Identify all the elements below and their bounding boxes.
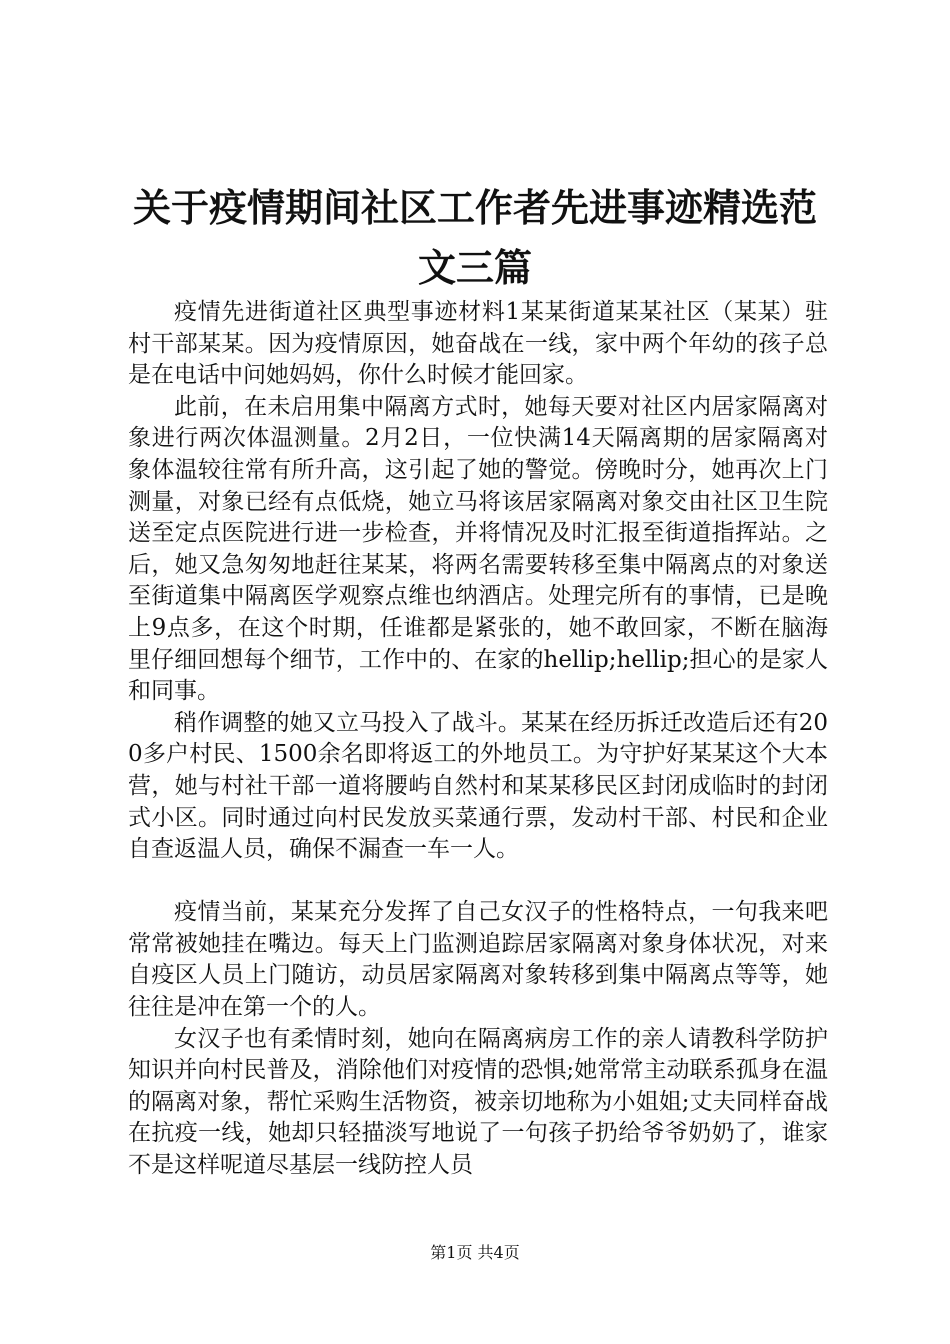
paragraph-4: 疫情当前，某某充分发挥了自己女汉子的性格特点，一句我来吧常常被她挂在嘴边。每天上门监测追踪居家隔离对象身体状况，对来自疫区人员上门随访，动员居家隔离对象转移到集中隔离点等等，她往往是冲在第一个的人。 (128, 899, 828, 1021)
document-body (128, 297, 828, 1182)
paragraph-3: 稍作调整的她又立马投入了战斗。某某在经历拆迁改造后还有200多户村民、1500余名即将返工的外地员工。为守护好某某这个大本营，她与村社干部一道将腰屿自然村和某某移民区封闭成临时的封闭式小区。同时通过向村民发放买菜通行票，发动村干部、村民和企业自查返温人员，确保不漏查一车一人。 (128, 709, 828, 863)
document-title: 关于疫情期间社区工作者先进事迹精选范文三篇 (132, 185, 817, 290)
paragraph-2: 此前，在未启用集中隔离方式时，她每天要对社区内居家隔离对象进行两次体温测量。2月2日，一位快满14天隔离期的居家隔离对象体温较往常有所升高，这引起了她的警觉。傍晚时分，她再次上门测量，对象已经有点低烧，她立马将该居家隔离对象交由社区卫生院送至定点医院进行进一步检查，并将情况及时汇报至街道指挥站。之后，她又急匆匆地赶往某某，将两名需要转移至集中隔离点的对象送至街道集中隔离医学观察点维也纳酒店。处理完所有的事情，已是晚上9点多，在这个时期，任谁都是紧张的，她不敢回家，不断在脑海里仔细回想每个细节，工作中的、在家的hellip;hellip;担心的是家人和同事。 (128, 393, 828, 705)
paragraph-1: 疫情先进街道社区典型事迹材料1某某街道某某社区（某某）驻村干部某某。因为疫情原因，她奋战在一线，家中两个年幼的孩子总是在电话中问她妈妈，你什么时候才能回家。 (128, 299, 828, 389)
paragraph-5: 女汉子也有柔情时刻，她向在隔离病房工作的亲人请教科学防护知识并向村民普及，消除他们对疫情的恐惧;她常常主动联系孤身在温的隔离对象，帮忙采购生活物资，被亲切地称为小姐姐;丈夫同样奋战在抗疫一线，她却只轻描淡写地说了一句孩子扔给爷爷奶奶了，谁家不是这样呢道尽基层一线防控人员 (128, 1025, 828, 1179)
page-footer: 第1页 共4页 (430, 1243, 520, 1262)
